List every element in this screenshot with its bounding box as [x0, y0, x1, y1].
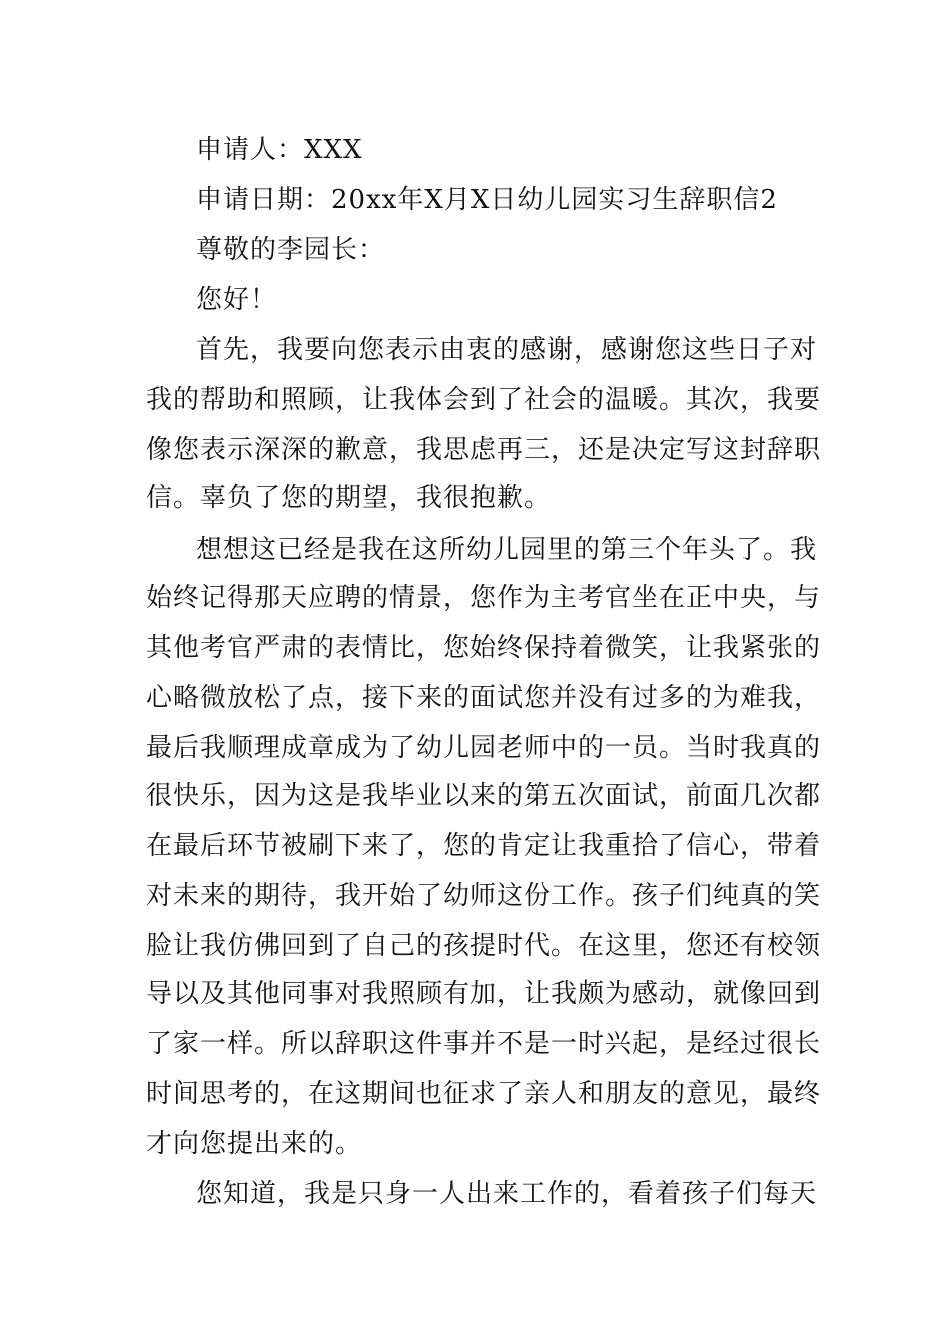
- paragraph-line: 您知道，我是只身一人出来工作的，看着孩子们每天: [196, 1179, 818, 1209]
- paragraph-line: 信。辜负了您的期望，我很抱歉。: [146, 483, 552, 513]
- date-line: 申请日期：20xx年X月X日幼儿园实习生辞职信2: [196, 185, 778, 215]
- paragraph-line: 在最后环节被刷下来了，您的肯定让我重拾了信心，带着: [146, 831, 822, 861]
- paragraph-line: 才向您提出来的。: [146, 1129, 363, 1159]
- paragraph-line: 其他考官严肃的表情比，您始终保持着微笑，让我紧张的: [146, 633, 822, 663]
- paragraph-line: 很快乐，因为这是我毕业以来的第五次面试，前面几次都: [146, 781, 822, 811]
- paragraph-line: 首先，我要向您表示由衷的感谢，感谢您这些日子对: [196, 335, 818, 365]
- paragraph-line: 对未来的期待，我开始了幼师这份工作。孩子们纯真的笑: [146, 881, 822, 911]
- applicant-line: 申请人：XXX: [196, 135, 363, 165]
- paragraph-line: 时间思考的，在这期间也征求了亲人和朋友的意见，最终: [146, 1079, 822, 1109]
- paragraph-line: 像您表示深深的歉意，我思虑再三，还是决定写这封辞职: [146, 435, 822, 465]
- paragraph-line: 最后我顺理成章成为了幼儿园老师中的一员。当时我真的: [146, 733, 822, 763]
- salutation-line: 尊敬的李园长：: [196, 235, 386, 265]
- greeting-line: 您好！: [196, 285, 278, 315]
- paragraph-line: 脸让我仿佛回到了自己的孩提时代。在这里，您还有校领: [146, 931, 822, 961]
- paragraph-line: 心略微放松了点，接下来的面试您并没有过多的为难我，: [146, 683, 822, 713]
- paragraph-line: 始终记得那天应聘的情景，您作为主考官坐在正中央，与: [146, 583, 822, 613]
- paragraph-line: 我的帮助和照顾，让我体会到了社会的温暖。其次，我要: [146, 385, 822, 415]
- paragraph-line: 了家一样。所以辞职这件事并不是一时兴起，是经过很长: [146, 1029, 822, 1059]
- paragraph-line: 导以及其他同事对我照顾有加，让我颇为感动，就像回到: [146, 979, 822, 1009]
- paragraph-line: 想想这已经是我在这所幼儿园里的第三个年头了。我: [196, 535, 818, 565]
